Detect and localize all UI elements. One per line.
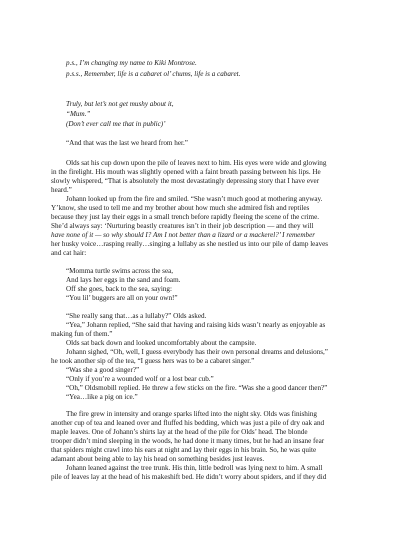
body-line: another cup of tea and leaned over and fluffed his bedding, which was just a pile of dry oak and — [51, 419, 325, 427]
body-line: her husky voice…rasping really…singing a lullaby as she nestled us into our pile of damp leaves — [51, 240, 329, 248]
body-line: “And that was the last we heard from her.” — [66, 139, 188, 147]
song-line: Off she goes, back to the sea, saying: — [66, 285, 172, 293]
body-line: making fun of them.” — [51, 330, 113, 338]
signoff-line: Truly, but let’s not get mushy about it, — [66, 100, 174, 108]
body-line: have none of it — so why should I? Am I not better than a lizard or a mackerel?’ I remember — [51, 231, 316, 239]
signoff-line: “Mum.” — [66, 110, 91, 118]
body-line: Johann leaned against the tree trunk. His thin, little bedroll was lying next to him. A small — [66, 464, 323, 472]
body-line: “She really sang that…as a lullaby?” Olds asked. — [66, 312, 207, 320]
body-line: “Yea…like a pig on ice.” — [66, 393, 138, 401]
body-line: heard.” — [51, 186, 72, 194]
song-line: “Momma turtle swims across the sea, — [66, 267, 174, 275]
body-line: Johann looked up from the fire and smiled. “She wasn’t much good at mothering anyway. — [66, 195, 323, 203]
body-line: Olds sat back down and looked uncomfortably about the campsite. — [66, 339, 257, 347]
ps-line: p.s.s., Remember, life is a cabaret ol’ chums, life is a cabaret. — [66, 70, 241, 78]
body-line: “Was she a good singer?” — [66, 366, 140, 374]
body-line: She’d always say: ‘Nurturing beastly creatures isn’t in their job description — and they will — [51, 222, 314, 230]
body-line: in the firelight. His mouth was slightly opened with a faint breath passing between his lips. He — [51, 168, 321, 176]
signoff-line: (Don’t ever call me that in public)’ — [66, 120, 166, 128]
body-line: maple leaves. One of Johann’s shirts lay at the head of the pile for Olds’ head. The blonde — [51, 428, 308, 436]
body-line: that spiders might crawl into his ears at night and lay their eggs in his brain. So, he was quite — [51, 446, 317, 454]
body-line: Johann sighed, “Oh, well, I guess everybody has their own personal dreams and delusions,” — [66, 348, 328, 356]
body-line: “Oh,” Oldsmobill replied. He threw a few sticks on the fire. “Was she a good dancer then?” — [66, 384, 328, 392]
body-line: he took another sip of the tea, “I guess hers was to be a cabaret singer.” — [51, 357, 255, 365]
body-line: Y’know, she used to tell me and my brother about how much she admired fish and reptiles — [51, 204, 310, 212]
song-line: “You lil’ buggers are all on your own!” — [66, 294, 178, 302]
body-line: pile of leaves lay at the head of his makeshift bed. He didn’t worry about spiders, and if they did — [51, 473, 327, 481]
body-line: slowly whispered, “That is absolutely the most devastatingly depressing story that I have ever — [51, 177, 320, 185]
body-line: trooper didn’t mind sleeping in the woods, he had done it many times, but he had an insane fear — [51, 437, 325, 445]
body-line: adamant about being able to lay his head on something besides just leaves. — [51, 455, 265, 463]
body-line: because they just lay their eggs in a small trench before rapidly fleeing the scene of the crime. — [51, 213, 320, 221]
body-line: “Only if you’re a wounded wolf or a lost bear cub.” — [66, 375, 214, 383]
body-line: The fire grew in intensity and orange sparks lifted into the night sky. Olds was finishing — [66, 410, 317, 418]
body-line: Olds sat his cup down upon the pile of leaves next to him. His eyes were wide and glowing — [66, 159, 327, 167]
song-line: And lays her eggs in the sand and foam. — [66, 276, 181, 284]
body-line: “Yea,” Johann replied, “She said that having and raising kids wasn’t nearly as enjoyable as — [66, 321, 326, 329]
body-line: and cat hair: — [51, 249, 87, 257]
ps-line: p.s., I’m changing my name to Kiki Montrose. — [66, 59, 197, 67]
